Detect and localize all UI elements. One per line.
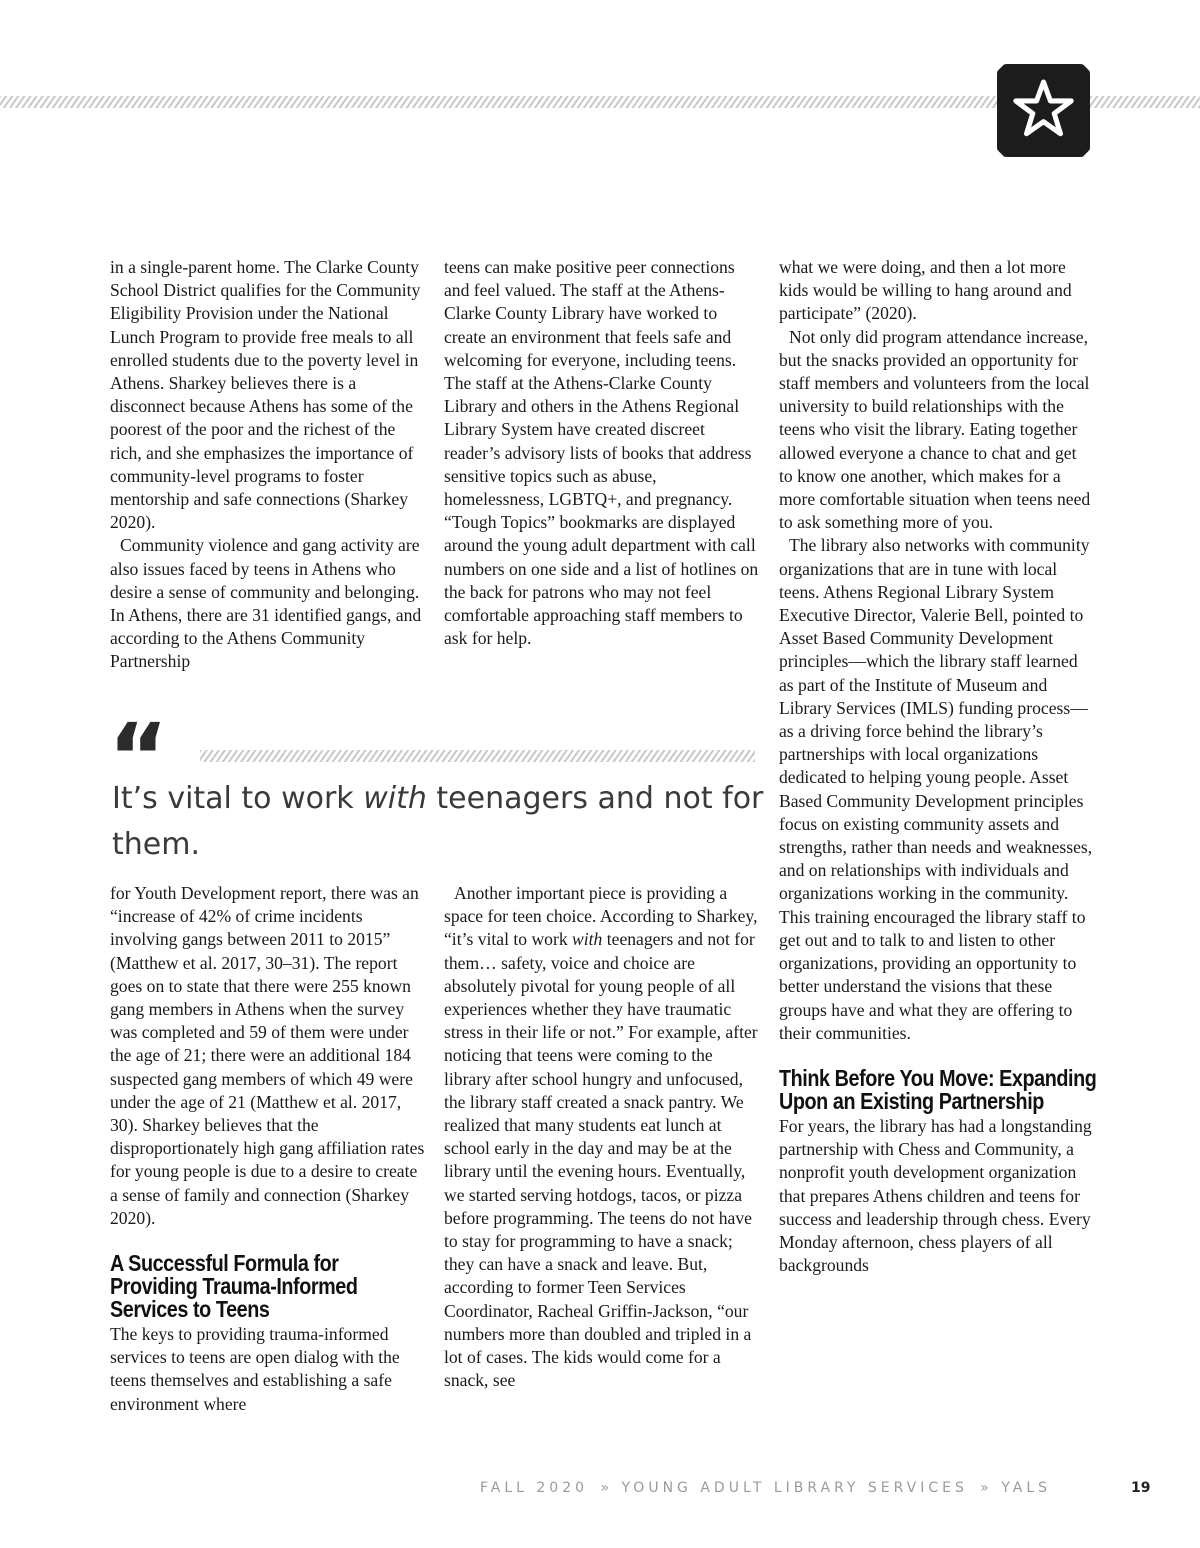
col1-paragraph-4: The keys to providing trauma-informed services to teens are open dialog with the teens themselves and establishing a safe environment where — [110, 1324, 400, 1414]
col3-paragraph-3: The library also networks with community organizations that are in tune with local teens. Athens Regional Library System Executive Director, Valerie Bell, pointed to Asset Based Community Development principles—which the library staff learned as part of the Institute of Museum and Library Services (IMLS) funding process—as a driving force behind the library’s partnerships with local organizations dedicated to helping young people. Asset Based Community Development principles focus on existing community assets and strengths, rather than needs and weaknesses, and on relationships with individuals and organizations working in the community. This training encouraged the library staff to get out and to talk to and listen to other organizations, providing an opportunity to better understand the visions that these groups have and what they are offering to their communities. — [779, 535, 1093, 1043]
column-1-bottom — [110, 882, 425, 1416]
page-number: 19 — [1131, 1480, 1151, 1496]
col2-paragraph-2-emphasis: with — [572, 929, 603, 950]
footer-season: FALL 2020 — [480, 1480, 589, 1496]
col2-paragraph-2-end: teenagers and not for them… safety, voice and choice are absolutely pivotal for young people of all experiences whether they have traumatic stress in their life or not.” For example, after noticing that teens were coming to the library after school hungry and unfocused, the library staff created a snack pantry. We realized that many students eat lunch at school early in the day and may be at the library until the evening hours. Eventually, we started serving hotdogs, tacos, or pizza before programming. The teens do not have to stay for programming to have a snack; they can have a snack and leave. But, according to former Teen Services Coordinator, Racheal Griffin-Jackson, “our numbers more than doubled and tripled in a lot of cases. The kids would come for a snack, see — [444, 929, 758, 1391]
section-heading-trauma-informed: A Successful Formula for Providing Trauma-Informed Services to Teens — [110, 1250, 358, 1323]
header-hatch-left — [0, 96, 1000, 108]
pull-quote — [112, 776, 772, 868]
col3-paragraph-1: what we were doing, and then a lot more kids would be willing to hang around and participate” (2020). — [779, 257, 1072, 324]
col1-paragraph-2: Community violence and gang activity are also issues faced by teens in Athens who desire a sense of community and belonging. In Athens, there are 31 identified gangs, and according to the Athens Community Partnership — [110, 535, 422, 672]
star-badge — [997, 64, 1090, 157]
star-icon — [1012, 77, 1075, 140]
column-1-top — [110, 256, 425, 674]
column-2-bottom — [444, 882, 759, 1392]
footer-publication: YOUNG ADULT LIBRARY SERVICES — [621, 1480, 968, 1496]
pull-quote-after: teenagers and not for them. — [112, 781, 764, 862]
footer-separator-2: » — [980, 1480, 989, 1496]
col1-paragraph-1: in a single-parent home. The Clarke County School District qualifies for the Community Eligibility Provision under the National Lunch Program to provide free meals to all enrolled students due to the poverty level in Athens. Sharkey believes there is a disconnect because Athens has some of the poorest of the poor and the richest of the rich, and she emphasizes the importance of community-level programs to foster mentorship and safe connections (Sharkey 2020). — [110, 257, 421, 533]
col3-paragraph-2: Not only did program attendance increase, but the snacks provided an opportunity for staff members and volunteers from the local university to build relationships with the teens who visit the library. Eating together allowed everyone a chance to chat and get to know one another, which makes for a more comfortable situation when teens need to ask something more of you. — [779, 326, 1091, 533]
pull-quote-before: It’s vital to work — [112, 781, 364, 816]
col2-paragraph-2 — [444, 882, 759, 1392]
header-hatch-right — [1090, 96, 1200, 108]
footer-abbrev: YALS — [1001, 1480, 1052, 1496]
footer-separator-1: » — [600, 1480, 610, 1496]
col2-paragraph-2-start: Another important piece is providing a space for teen choice. According to Sharkey, “it’s vital to work — [444, 883, 758, 950]
col2-paragraph-1: teens can make positive peer connections and feel valued. The staff at the Athens-Clarke County Library have worked to create an environment that feels safe and welcoming for everyone, including teens. The staff at the Athens-Clarke County Library and others in the Athens Regional Library System have created discreet reader’s advisory lists of books that address sensitive topics such as abuse, homelessness, LGBTQ+, and pregnancy. “Tough Topics” bookmarks are displayed around the young adult department with call numbers on one side and a list of hotlines on the back for patrons who may not feel comfortable approaching staff members to ask for help. — [444, 257, 759, 649]
pull-quote-hatch — [200, 750, 755, 762]
column-3 — [779, 256, 1097, 1277]
quote-mark-icon: “ — [108, 704, 163, 811]
section-heading-partnership: Think Before You Move: Expanding Upon an Existing Partnership — [779, 1064, 1097, 1114]
col3-paragraph-4: For years, the library has had a longstanding partnership with Chess and Community, a nonprofit youth development organization that prepares Athens children and teens for success and leadership through chess. Every Monday afternoon, chess players of all backgrounds — [779, 1115, 1092, 1276]
running-footer — [480, 1480, 1100, 1496]
pull-quote-emphasis: with — [363, 781, 427, 816]
column-2-top — [444, 256, 759, 650]
col1-paragraph-3: for Youth Development report, there was an “increase of 42% of crime incidents involving gangs between 2011 to 2015” (Matthew et al. 2017, 30–31). The report goes on to state that there were 255 known gang members in Athens when the survey was completed and 59 of them were under the age of 21; there were an additional 184 suspected gang members of which 49 were under the age of 21 (Matthew et al. 2017, 30). Sharkey believes that the disproportionately high gang affiliation rates for young people is due to a desire to create a sense of family and connection (Sharkey 2020). — [110, 883, 425, 1228]
